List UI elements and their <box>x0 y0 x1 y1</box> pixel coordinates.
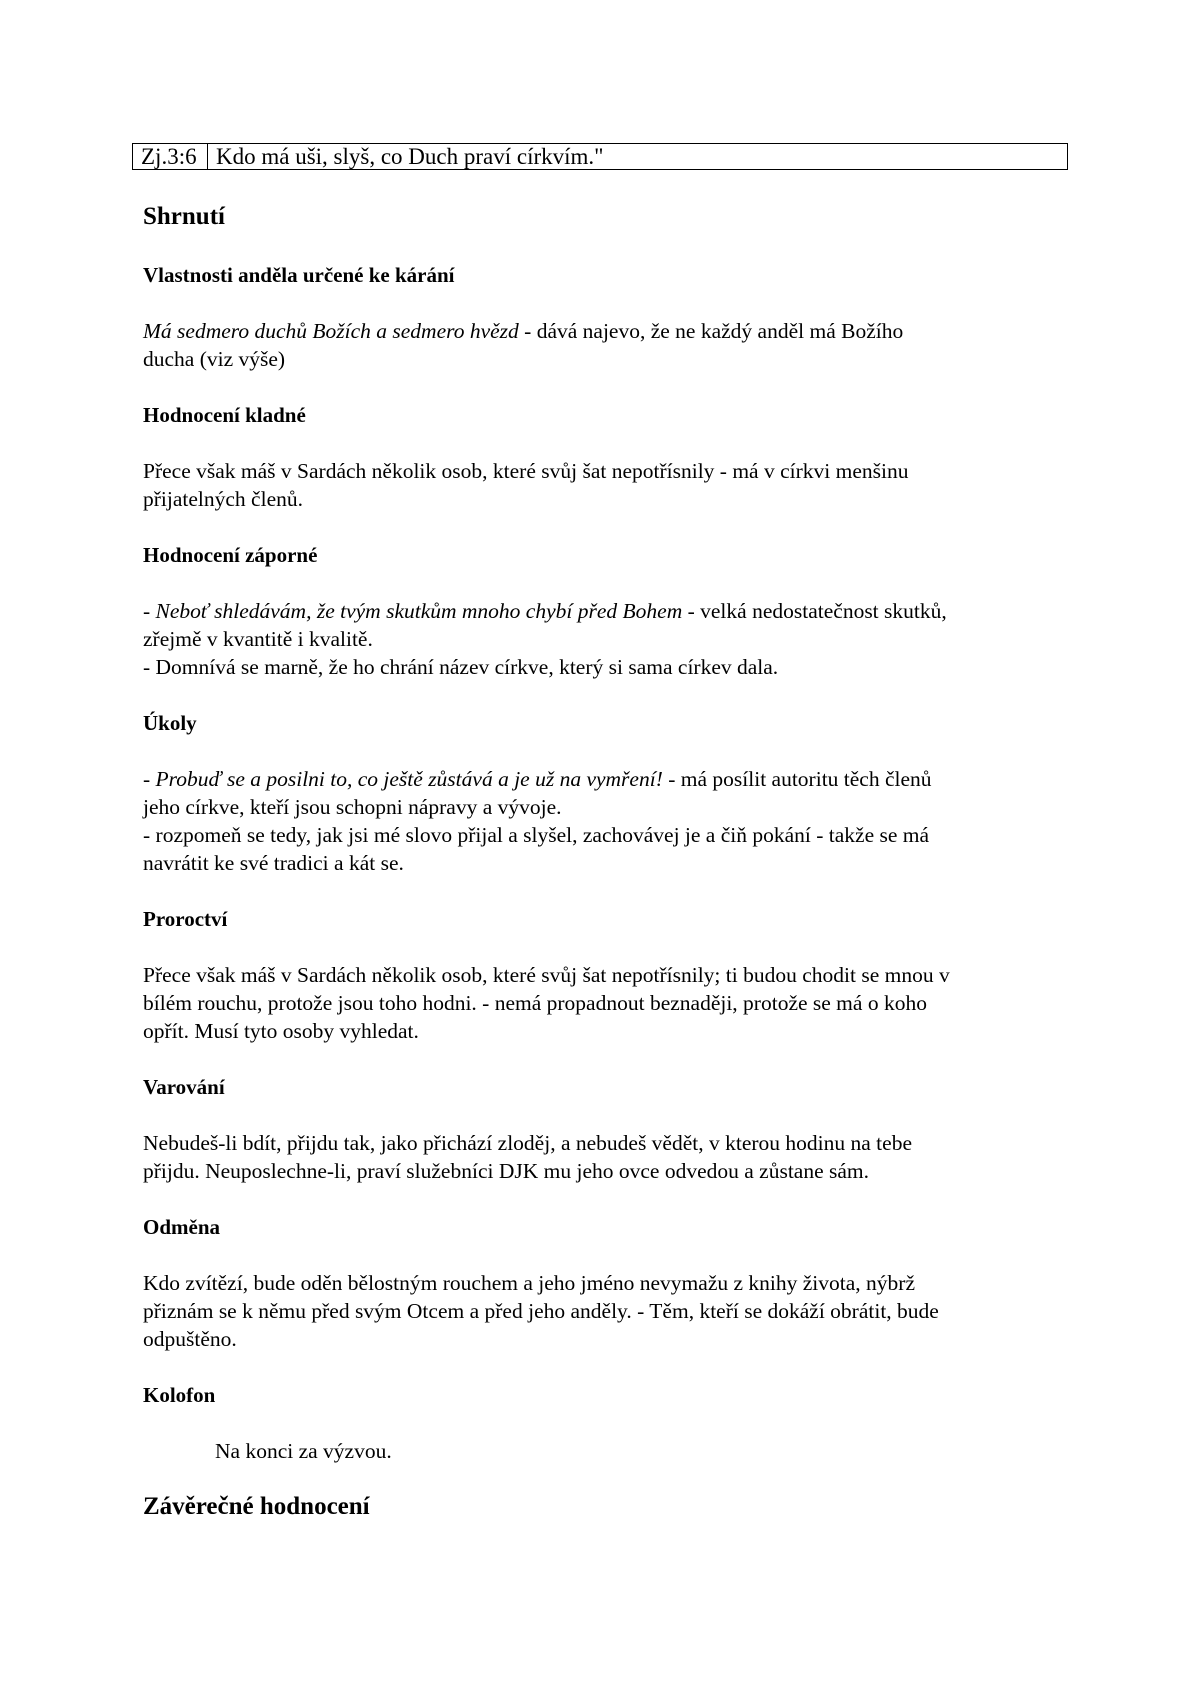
section-heading-odmena: Odměna <box>143 1215 221 1239</box>
paragraph-line: Přece však máš v Sardách několik osob, které svůj šat nepotřísnily; ti budou chodit se mnou v <box>143 963 950 987</box>
verse-text: Kdo má uši, slyš, co Duch praví církvím." <box>208 144 1068 170</box>
section-heading-proroctvi: Proroctví <box>143 907 228 931</box>
paragraph-line: bílém rouchu, protože jsou toho hodni. - nemá propadnout beznaději, protože se má o koho <box>143 991 927 1015</box>
paragraph-line <box>143 317 1073 345</box>
section-heading-ukoly: Úkoly <box>143 711 197 735</box>
section-heading-vlastnosti: Vlastnosti anděla určené ke kárání <box>143 263 455 287</box>
section-heading-kolofon: Kolofon <box>143 1383 216 1407</box>
paragraph-line: Přece však máš v Sardách několik osob, které svůj šat nepotřísnily - má v církvi menšinu <box>143 459 909 483</box>
paragraph-line: odpuštěno. <box>143 1327 237 1351</box>
section-heading-varovani: Varování <box>143 1075 225 1099</box>
paragraph-ukoly <box>143 765 1073 877</box>
paragraph-line: opřít. Musí tyto osoby vyhledat. <box>143 1019 419 1043</box>
paragraph-line: Nebudeš-li bdít, přijdu tak, jako přichází zloděj, a nebudeš vědět, v kterou hodinu na tebe <box>143 1131 912 1155</box>
paragraph-line: navrátit ke své tradici a kát se. <box>143 851 404 875</box>
italic-quote: Neboť shledávám, že tvým skutkům mnoho chybí před Bohem <box>155 599 683 623</box>
paragraph-zaporne <box>143 597 1073 681</box>
paragraph-line: Na konci za výzvou. <box>215 1439 392 1463</box>
italic-quote: Má sedmero duchů Božích a sedmero hvězd <box>143 319 519 343</box>
line-text: - má posílit autoritu těch členů <box>662 767 932 791</box>
italic-quote: Probuď se a posilni to, co ještě zůstává a je už na vymření! <box>155 767 663 791</box>
paragraph-line <box>143 597 1073 625</box>
line-prefix: - <box>143 599 156 623</box>
paragraph-line: Kdo zvítězí, bude oděn bělostným rouchem a jeho jméno nevymažu z knihy života, nýbrž <box>143 1271 915 1295</box>
paragraph-kladne <box>143 457 1073 513</box>
line-text: - dává najevo, že ne každý anděl má Božího <box>518 319 904 343</box>
paragraph-line: - rozpomeň se tedy, jak jsi mé slovo přijal a slyšel, zachovávej je a čiň pokání - takže se má <box>143 823 930 847</box>
verse-reference: Zj.3:6 <box>133 144 208 170</box>
paragraph-kolofon <box>215 1437 1145 1465</box>
final-heading: Závěrečné hodnocení <box>143 1493 370 1520</box>
paragraph-line: přijdu. Neuposlechne-li, praví služebníci DJK mu jeho ovce odvedou a zůstane sám. <box>143 1159 870 1183</box>
paragraph-line <box>143 765 1073 793</box>
paragraph-line: jeho církve, kteří jsou schopni nápravy a vývoje. <box>143 795 562 819</box>
paragraph-odmena <box>143 1269 1073 1353</box>
paragraph-vlastnosti <box>143 317 1073 373</box>
line-prefix: - <box>143 767 156 791</box>
paragraph-line: ducha (viz výše) <box>143 347 286 371</box>
paragraph-line: přijatelných členů. <box>143 487 303 511</box>
section-heading-zaporne: Hodnocení záporné <box>143 543 318 567</box>
paragraph-proroctvi <box>143 961 1073 1045</box>
paragraph-line: - Domnívá se marně, že ho chrání název církve, který si sama církev dala. <box>143 655 779 679</box>
line-text: - velká nedostatečnost skutků, <box>682 599 947 623</box>
verse-table <box>132 143 1068 170</box>
paragraph-line: zřejmě v kvantitě i kvalitě. <box>143 627 373 651</box>
table-row <box>133 144 1068 170</box>
summary-heading: Shrnutí <box>143 203 225 230</box>
section-heading-kladne: Hodnocení kladné <box>143 403 306 427</box>
paragraph-line: přiznám se k němu před svým Otcem a před jeho anděly. - Těm, kteří se dokáží obrátit, bude <box>143 1299 939 1323</box>
paragraph-varovani <box>143 1129 1073 1185</box>
